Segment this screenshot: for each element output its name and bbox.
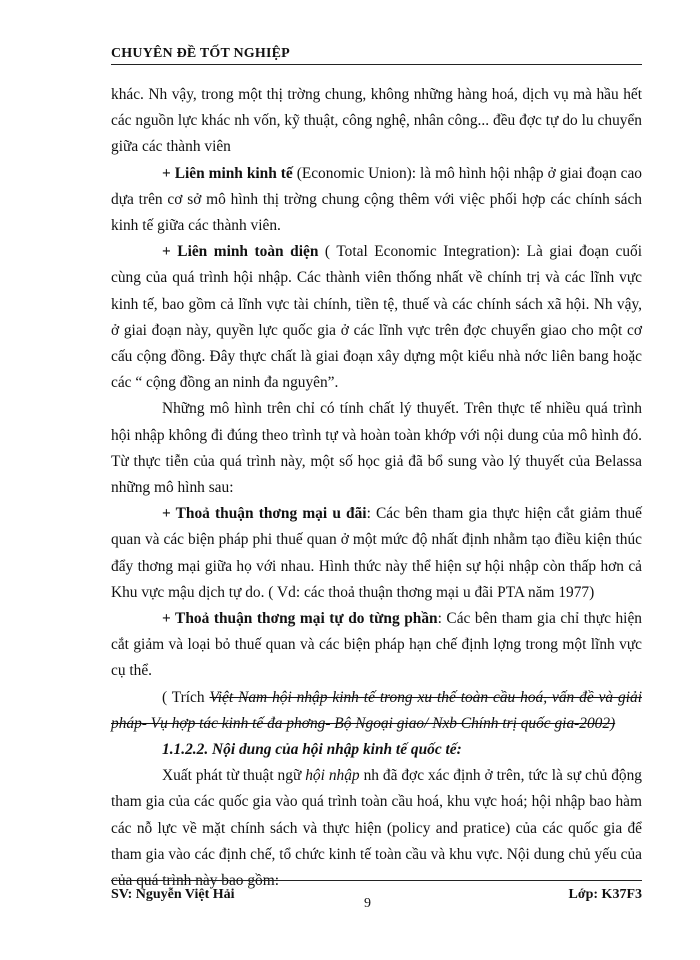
header-divider xyxy=(111,64,642,65)
term-total-integration: + Liên minh toàn diện xyxy=(162,243,319,261)
footer-divider xyxy=(111,880,642,881)
footer-class: Lớp: K37F3 xyxy=(568,887,642,902)
paragraph-preferential-agreement xyxy=(111,501,642,606)
section-heading: 1.1.2.2. Nội dung của hội nhập kinh tế quốc tế: xyxy=(162,741,462,759)
integration-content-text: nh đã đợc xác định ở trên, tức là sự chủ động tham gia của các quốc gia vào quá trình toàn cầu hoá, khu vực hoá; hội nhập bao hàm các nỗ lực về mặt chính sách và thực hiện (policy and pratice) của các quốc gia để tham gia vào các định chế, tổ chức kinh tế toàn cầu và khu vực. Nội dung chủ yếu của của quá trình này bao gồm: xyxy=(111,767,642,890)
paragraph-total-integration xyxy=(111,239,642,396)
footer-student-name: SV: Nguyễn Việt Hải xyxy=(111,887,235,902)
paragraph-integration-content xyxy=(111,763,642,894)
citation-source: Việt Nam hội nhập kinh tế trong xu thế toàn cầu hoá, vấn đề và giải pháp- Vụ hợp tác kinh tế đa phơng- Bộ Ngoại giao/ Nxb Chính trị quốc gia-2002) xyxy=(111,688,642,732)
paragraph-theory-note: Những mô hình trên chỉ có tính chất lý thuyết. Trên thực tế nhiều quá trình hội nhập không đi đúng theo trình tự và hoàn toàn khớp với nội dung của mô hình đó. Từ thực tiễn của quá trình này, một số học giả đã bổ sung vào lý thuyết của Belassa những mô hình sau: xyxy=(111,400,642,497)
economic-union-text: (Economic Union): là mô hình hội nhập ở giai đoạn cao dựa trên cơ sở mô hình thị trờng chung cộng thêm với việc phối hợp các chính sách kinh tế giữa các thành viên. xyxy=(111,164,642,235)
paragraph-citation xyxy=(111,685,642,737)
citation-prefix: ( Trích xyxy=(162,688,210,706)
paragraph-economic-union xyxy=(111,161,642,240)
document-body xyxy=(111,82,642,894)
term-hoi-nhap: hội nhập xyxy=(305,767,360,785)
term-economic-union: + Liên minh kinh tế xyxy=(162,164,293,182)
term-partial-free-trade: + Thoả thuận thơng mại tự do từng phần xyxy=(162,610,438,628)
paragraph-common-market-continuation: khác. Nh vậy, trong một thị trờng chung, không những hàng hoá, dịch vụ mà hầu hết các nguồn lực khác nh vốn, kỹ thuật, công nghệ, nhân công... đều đợc tự do lu chuyển giữa các thành viên xyxy=(111,86,642,156)
partial-free-trade-text: : Các bên tham gia chỉ thực hiện cắt giảm và loại bỏ thuế quan và các biện pháp hạn chế định lợng trong một lĩnh vực cụ thể. xyxy=(111,610,642,680)
page-header-title: CHUYÊN ĐỀ TỐT NGHIỆP xyxy=(111,46,290,61)
total-integration-text: ( Total Economic Integration): Là giai đoạn cuối cùng của quá trình hội nhập. Các thành viên thống nhất về chính trị và các lĩnh vực kinh tế, bao gồm cả lĩnh vực tài chính, tiền tệ, thuế và các chính sách xã hội. Nh vậy, ở giai đoạn này, quyền lực quốc gia ở các lĩnh vực trên đợc chuyển giao cho một cơ cấu cộng đồng. Đây thực chất là giai đoạn xây dựng một kiểu nhà nớc liên bang hoặc các “ cộng đồng an ninh đa nguyên”. xyxy=(111,243,642,392)
paragraph-partial-free-trade xyxy=(111,606,642,685)
term-preferential-agreement: + Thoả thuận thơng mại u đãi xyxy=(162,505,367,523)
integration-content-intro: Xuất phát từ thuật ngữ xyxy=(162,767,306,785)
preferential-agreement-text: : Các bên tham gia thực hiện cắt giảm thuế quan và các biện pháp phi thuế quan ở một mức độ nhất định nhằm tạo điều kiện thúc đẩy thơng mại giữa họ với nhau. Hình thức này thể hiện sự hội nhập còn thấp hơn cả Khu vực mậu dịch tự do. ( Vd: các thoả thuận thơng mại u đãi PTA năm 1977) xyxy=(111,505,643,601)
footer-page-number: 9 xyxy=(364,896,371,911)
